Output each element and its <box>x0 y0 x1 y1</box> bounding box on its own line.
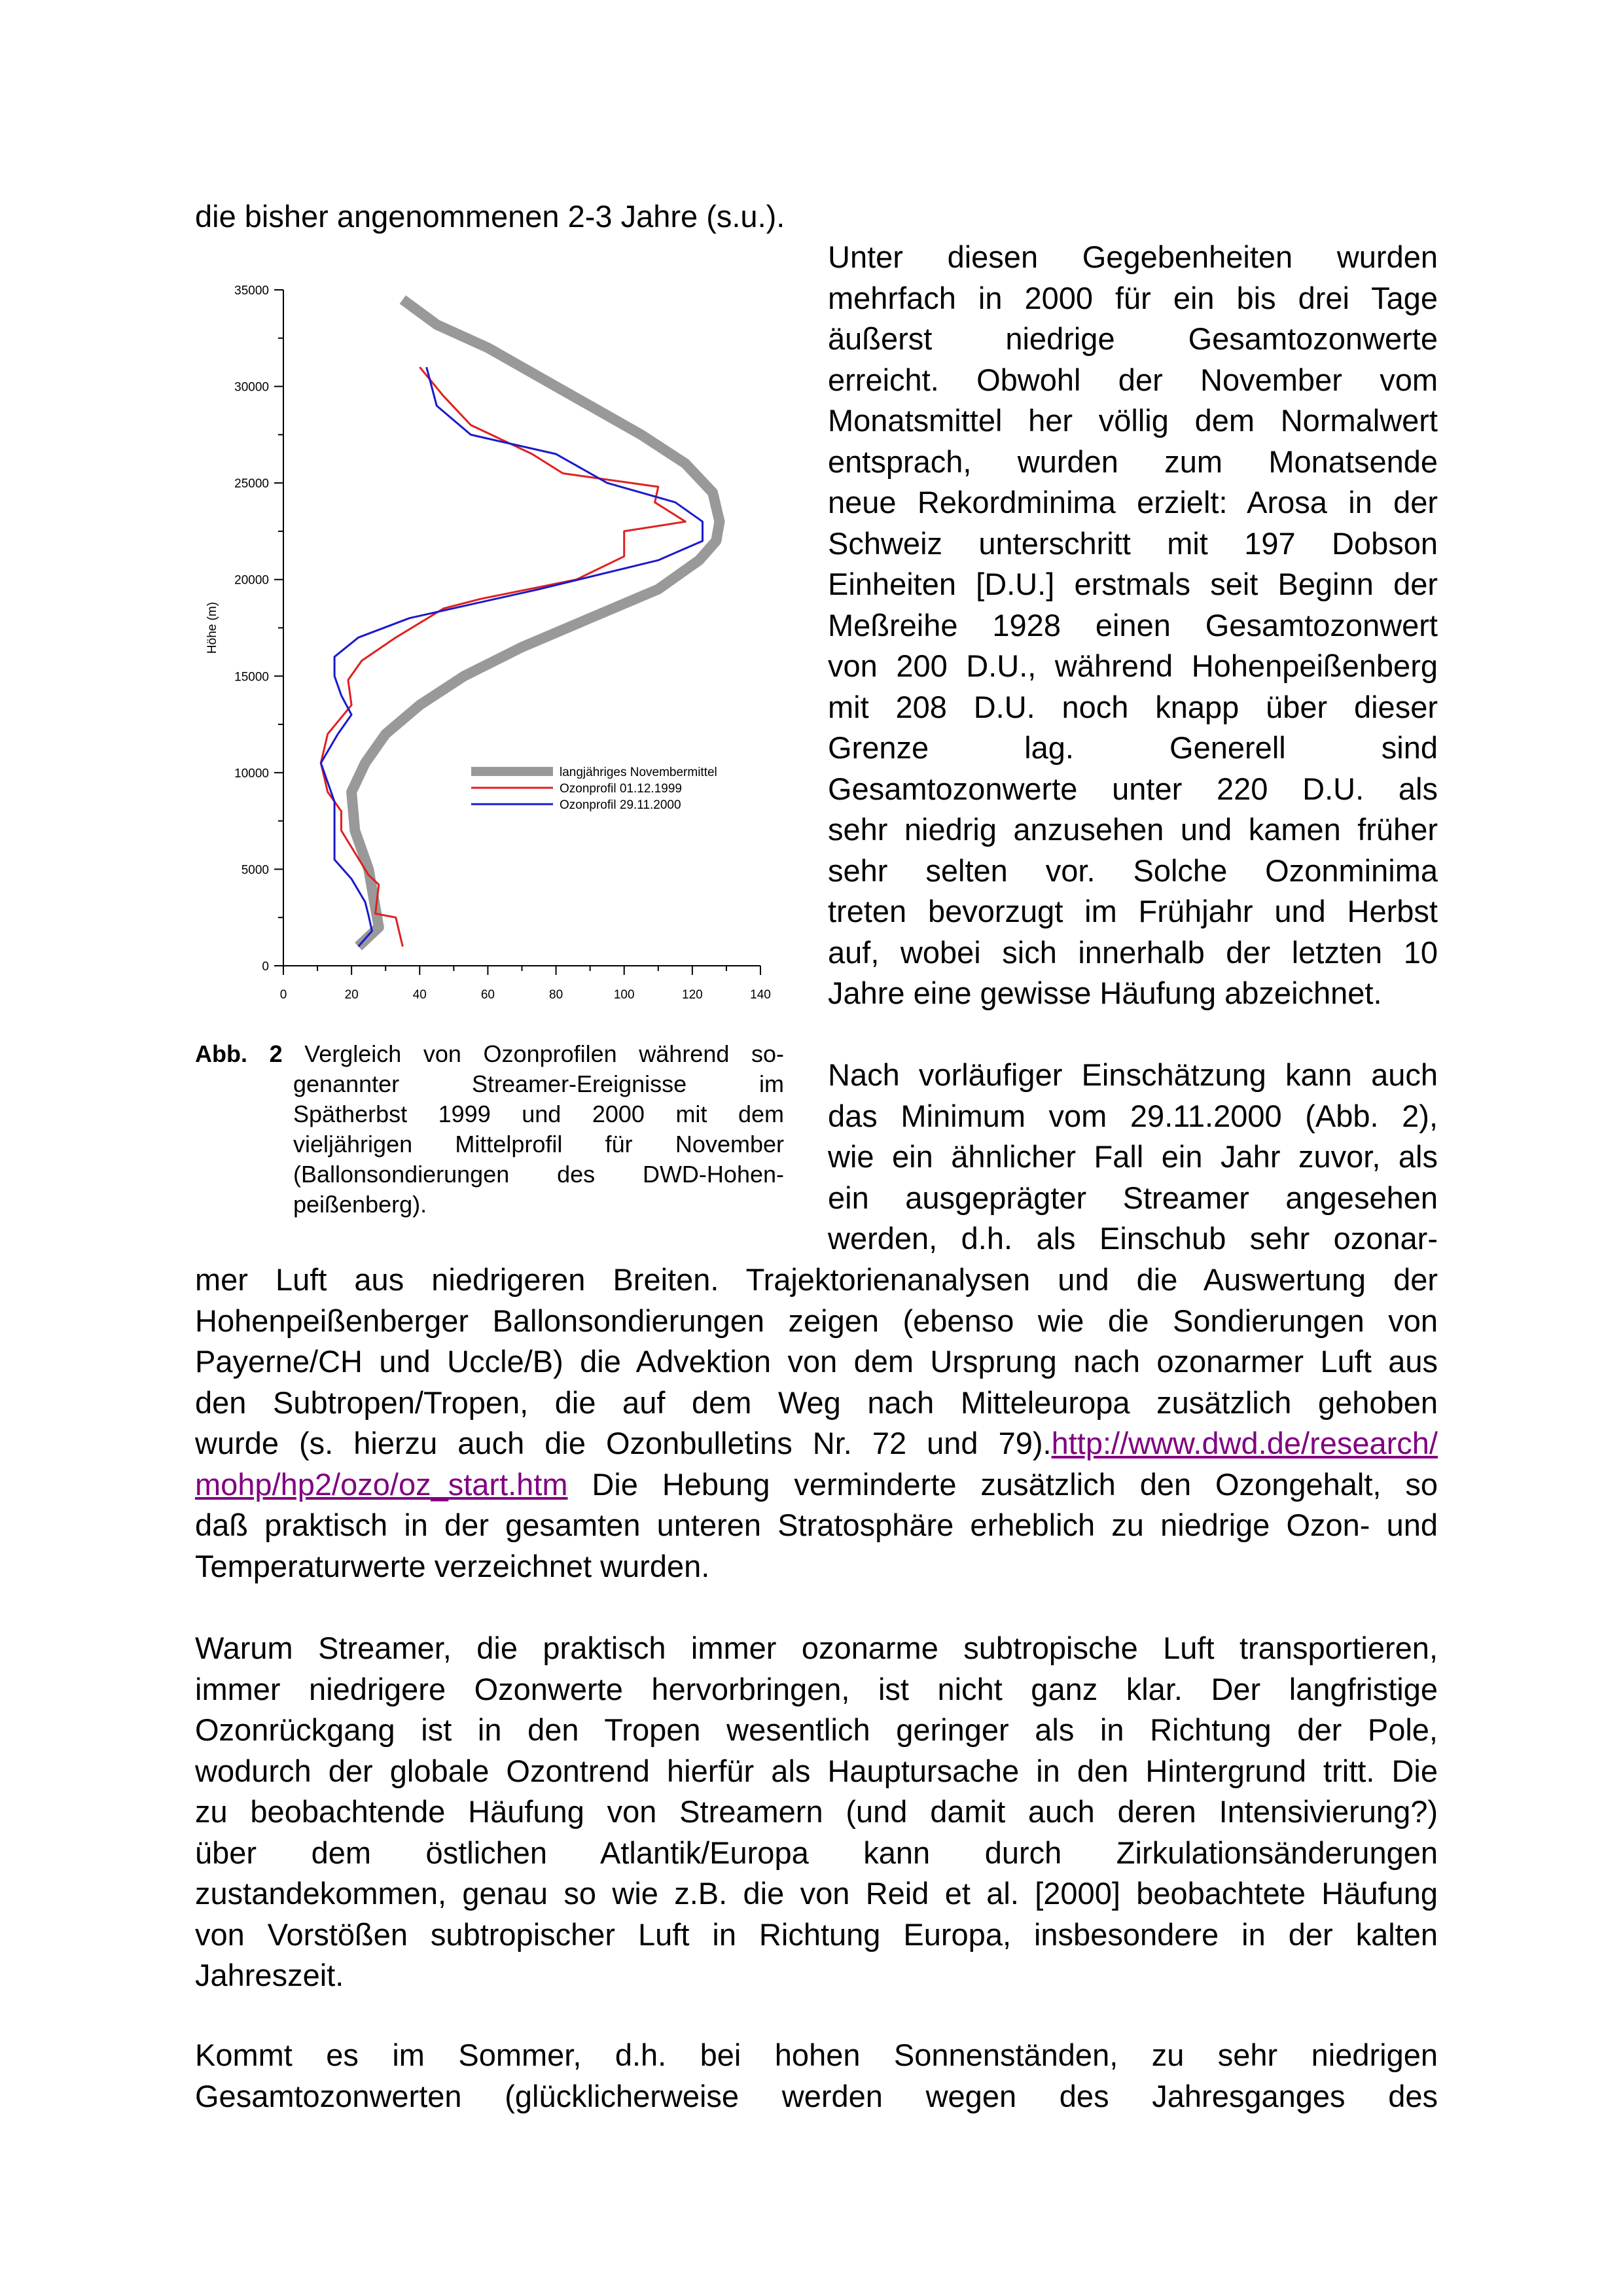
text-line: sehr niedrig anzusehen und kamen früher <box>828 812 1438 847</box>
text-line: wodurch der globale Ozontrend hierfür als Hauptursache in den Hintergrund tritt. Die <box>195 1753 1438 1788</box>
text-line: von Vorstößen subtropischer Luft in Richtung Europa, insbesondere in der kalten <box>195 1916 1438 1952</box>
body-paragraph-3 <box>195 2035 1438 2117</box>
text-line: Grenze lag. Generell sind <box>828 730 1438 765</box>
text-line: Nach vorläufiger Einschätzung kann auch <box>828 1057 1438 1092</box>
text-line: Gesamtozonwerte unter 220 D.U. als <box>828 771 1438 806</box>
text-line: Temperaturwerte verzeichnet wurden. <box>195 1548 710 1583</box>
text-line: daß praktisch in der gesamten unteren Stratosphäre erheblich zu niedrige Ozon- und <box>195 1508 1438 1542</box>
x-tick-label: 60 <box>480 988 495 1002</box>
x-tick-label: 0 <box>279 988 287 1002</box>
text-line: mer Luft aus niedrigeren Breiten. Trajektorienanalysen und die Auswertung der <box>195 1262 1438 1297</box>
x-tick-label: 100 <box>613 988 635 1002</box>
text-segment: Die Hebung verminderte zusätzlich den Ozongehalt, so <box>567 1466 1438 1502</box>
text-line: Einheiten [D.U.] erstmals seit Beginn der <box>828 567 1438 601</box>
text-line: immer niedrigere Ozonwerte hervorbringen, ist nicht ganz klar. Der langfristige <box>195 1671 1438 1706</box>
text-line: wie ein ähnlicher Fall ein Jahr zuvor, als <box>828 1139 1438 1174</box>
x-tick-label: 120 <box>682 988 703 1002</box>
right-column-paragraph-1 <box>828 237 1438 1014</box>
ozone-profile-figure <box>196 272 785 1021</box>
text-line: mehrfach in 2000 für ein bis drei Tage <box>828 280 1438 315</box>
top-line <box>195 196 1438 238</box>
caption-line: (Ballonsondierungen des DWD-Hohen- <box>293 1161 784 1188</box>
ozone-profile-chart <box>196 272 785 1017</box>
text-line: Ozonrückgang ist in den Tropen wesentlich geringer als in Richtung der Pole, <box>195 1712 1438 1747</box>
text-line: äußerst niedrige Gesamtozonwerte <box>828 321 1438 356</box>
text-line: zu beobachtende Häufung von Streamern (und damit auch deren Intensivierung?) <box>195 1794 1438 1829</box>
y-tick-label: 25000 <box>234 477 269 491</box>
text-line: von 200 D.U., während Hohenpeißenberg <box>828 648 1438 683</box>
text-line: neue Rekordminima erzielt: Arosa in der <box>828 485 1438 520</box>
text-line: zustandekommen, genau so wie z.B. die von Reid et al. [2000] beobachtete Häufung <box>195 1876 1438 1911</box>
series-line-november-mean <box>351 300 719 947</box>
caption-line: genannter Streamer-Ereignisse im <box>293 1070 784 1097</box>
caption-label: Abb. 2 <box>195 1040 283 1067</box>
text-line: den Subtropen/Tropen, die auf dem Weg nach Mitteleuropa zusätzlich gehoben <box>195 1385 1438 1420</box>
text-line: Monatsmittel her völlig dem Normalwert <box>828 403 1438 438</box>
caption-line: Spätherbst 1999 und 2000 mit dem <box>293 1101 784 1127</box>
text-line: Meßreihe 1928 einen Gesamtozonwert <box>828 607 1438 643</box>
y-tick-label: 15000 <box>234 670 269 684</box>
right-column-paragraph-2 <box>828 1055 1438 1260</box>
text-line: mit 208 D.U. noch knapp über dieser <box>828 689 1438 724</box>
top-line-text: die bisher angenommenen 2-3 Jahre (s.u.). <box>195 199 785 234</box>
text-line: Warum Streamer, die praktisch immer ozonarme subtropische Luft transportieren, <box>195 1631 1438 1665</box>
text-line: werden, d.h. als Einschub sehr ozonar- <box>828 1221 1438 1256</box>
caption-line-1 <box>195 1039 784 1069</box>
legend-label: langjähriges Novembermittel <box>560 766 717 779</box>
text-line: treten bevorzugt im Frühjahr und Herbst <box>828 894 1438 928</box>
text-line: Kommt es im Sommer, d.h. bei hohen Sonnenständen, zu sehr niedrigen <box>195 2038 1438 2072</box>
text-line: über dem östlichen Atlantik/Europa kann durch Zirkulationsänderungen <box>195 1835 1438 1870</box>
text-line: Hohenpeißenberger Ballonsondierungen zeigen (ebenso wie die Sondierungen von <box>195 1303 1438 1338</box>
x-tick-label: 40 <box>412 988 427 1002</box>
caption-line-1-text: Vergleich von Ozonprofilen während so- <box>282 1040 784 1067</box>
legend-label: Ozonprofil 01.12.1999 <box>560 782 682 796</box>
legend-label: Ozonprofil 29.11.2000 <box>560 798 681 812</box>
figure-caption <box>195 1039 784 1220</box>
x-tick-label: 20 <box>344 988 359 1002</box>
caption-line: vieljährigen Mittelprofil für November <box>293 1131 784 1157</box>
x-tick-label: 80 <box>549 988 563 1002</box>
text-line: Payerne/CH und Uccle/B) die Advektion von dem Ursprung nach ozonarmer Luft aus <box>195 1344 1438 1379</box>
y-tick-label: 0 <box>262 960 269 974</box>
text-line: Gesamtozonwerten (glücklicherweise werden wegen des Jahresganges des <box>195 2078 1438 2113</box>
text-line: Schweiz unterschritt mit 197 Dobson <box>828 525 1438 561</box>
y-axis-label: Höhe (m) <box>205 601 219 654</box>
text-line-with-link <box>195 1464 1438 1506</box>
caption-line: peißenberg). <box>293 1191 427 1218</box>
text-line: Unter diesen Gegebenheiten wurden <box>828 239 1438 274</box>
text-line: ein ausgeprägter Streamer angesehen <box>828 1180 1438 1215</box>
y-tick-label: 20000 <box>234 573 269 588</box>
y-tick-label: 30000 <box>234 380 269 395</box>
y-tick-label: 5000 <box>241 863 269 877</box>
text-line: Jahre eine gewisse Häufung abzeichnet. <box>828 976 1382 1010</box>
text-line: erreicht. Obwohl der November vom <box>828 362 1438 397</box>
y-tick-label: 35000 <box>234 284 269 298</box>
x-tick-label: 140 <box>750 988 771 1002</box>
dwd-research-link[interactable]: http://www.dwd.de/research/ <box>1051 1426 1438 1460</box>
text-line: sehr selten vor. Solche Ozonminima <box>828 853 1438 888</box>
text-line-with-link <box>195 1423 1438 1464</box>
dwd-ozone-start-link[interactable]: mohp/hp2/ozo/oz_start.htm <box>195 1466 568 1502</box>
text-segment: wurde (s. hierzu auch die Ozonbulletins Nr. 72 und 79). <box>195 1426 1052 1460</box>
y-tick-label: 10000 <box>234 766 269 781</box>
text-line: Jahreszeit. <box>195 1958 344 1992</box>
body-paragraph-2 <box>195 1628 1438 1996</box>
text-line: auf, wobei sich innerhalb der letzten 10 <box>828 934 1438 970</box>
text-line: entsprach, wurden zum Monatsende <box>828 444 1438 479</box>
text-line: das Minimum vom 29.11.2000 (Abb. 2), <box>828 1098 1438 1133</box>
body-paragraph-1 <box>195 1260 1438 1587</box>
